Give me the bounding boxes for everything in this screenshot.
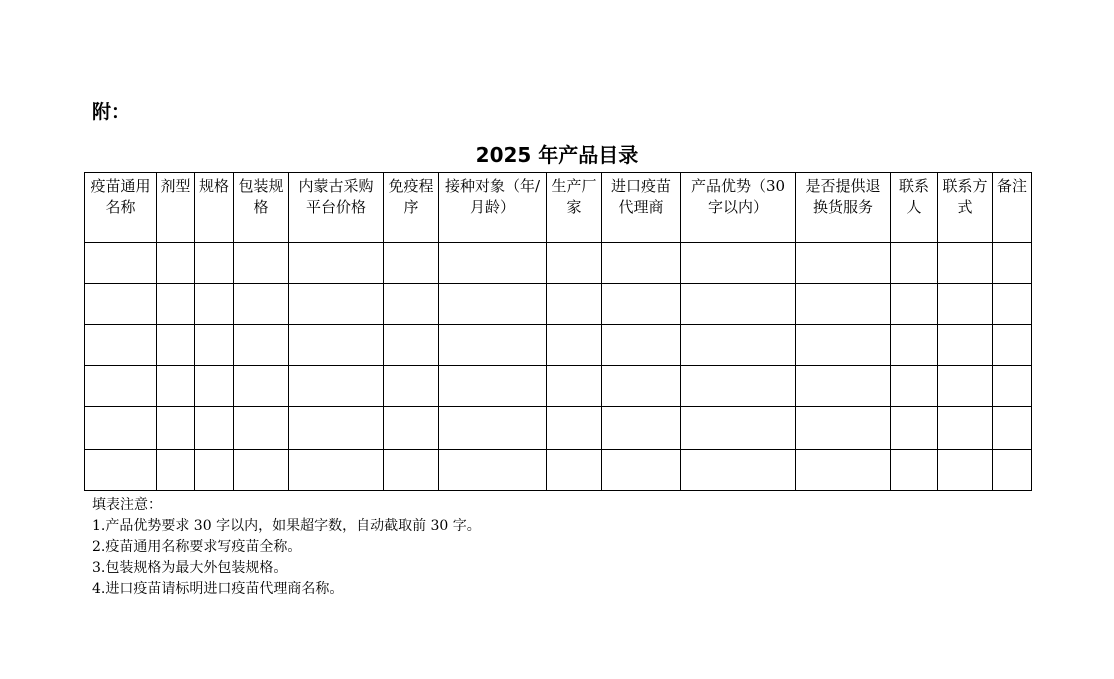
table-cell[interactable] bbox=[384, 407, 439, 450]
table-cell[interactable] bbox=[993, 325, 1032, 366]
table-cell[interactable] bbox=[547, 284, 602, 325]
table-cell[interactable] bbox=[195, 325, 234, 366]
table-cell[interactable] bbox=[938, 284, 993, 325]
table-cell[interactable] bbox=[602, 366, 681, 407]
table-body bbox=[85, 243, 1032, 491]
table-cell[interactable] bbox=[796, 450, 891, 491]
header-cell-import-agent bbox=[602, 173, 681, 243]
table-cell[interactable] bbox=[85, 243, 157, 284]
table-cell[interactable] bbox=[993, 450, 1032, 491]
header-label: 联系方式 bbox=[942, 177, 988, 216]
table-cell[interactable] bbox=[195, 407, 234, 450]
table-cell[interactable] bbox=[439, 325, 547, 366]
header-label: 剂型 bbox=[160, 177, 191, 195]
table-row bbox=[85, 450, 1032, 491]
header-cell-vaccine-name bbox=[85, 173, 157, 243]
header-label: 联系人 bbox=[898, 177, 929, 216]
table-cell[interactable] bbox=[796, 284, 891, 325]
table-cell[interactable] bbox=[547, 450, 602, 491]
table-cell[interactable] bbox=[289, 366, 384, 407]
table-cell[interactable] bbox=[796, 243, 891, 284]
table-cell[interactable] bbox=[85, 450, 157, 491]
table-cell[interactable] bbox=[602, 407, 681, 450]
note-item: 3.包装规格为最大外包装规格。 bbox=[92, 560, 288, 576]
table-cell[interactable] bbox=[681, 450, 796, 491]
table-cell[interactable] bbox=[796, 325, 891, 366]
table-cell[interactable] bbox=[289, 243, 384, 284]
table-cell[interactable] bbox=[289, 407, 384, 450]
table-cell[interactable] bbox=[681, 243, 796, 284]
header-label: 进口疫苗代理商 bbox=[610, 177, 671, 216]
table-cell[interactable] bbox=[384, 366, 439, 407]
header-label: 生产厂家 bbox=[551, 177, 597, 216]
table-cell[interactable] bbox=[602, 325, 681, 366]
table-cell[interactable] bbox=[796, 407, 891, 450]
table-cell[interactable] bbox=[85, 325, 157, 366]
table-cell[interactable] bbox=[157, 407, 195, 450]
table-cell[interactable] bbox=[289, 450, 384, 491]
table-cell[interactable] bbox=[157, 243, 195, 284]
table-cell[interactable] bbox=[384, 450, 439, 491]
table-cell[interactable] bbox=[234, 284, 289, 325]
table-cell[interactable] bbox=[891, 366, 938, 407]
note-item: 1.产品优势要求 30 字以内，如果超字数，自动截取前 30 字。 bbox=[92, 518, 481, 534]
table-cell[interactable] bbox=[289, 284, 384, 325]
table-cell[interactable] bbox=[938, 325, 993, 366]
header-label: 包装规格 bbox=[238, 177, 284, 216]
table-cell[interactable] bbox=[195, 366, 234, 407]
table-header-row bbox=[85, 173, 1032, 243]
table-cell[interactable] bbox=[547, 407, 602, 450]
note-item: 4.进口疫苗请标明进口疫苗代理商名称。 bbox=[92, 581, 344, 597]
table-cell[interactable] bbox=[681, 366, 796, 407]
header-cell-contact-person bbox=[891, 173, 938, 243]
table-cell[interactable] bbox=[602, 450, 681, 491]
table-cell[interactable] bbox=[157, 450, 195, 491]
header-cell-manufacturer bbox=[547, 173, 602, 243]
table-cell[interactable] bbox=[891, 325, 938, 366]
header-label: 规格 bbox=[198, 177, 229, 195]
table-cell[interactable] bbox=[602, 243, 681, 284]
header-cell-remarks bbox=[993, 173, 1032, 243]
table-cell[interactable] bbox=[85, 407, 157, 450]
table-cell[interactable] bbox=[993, 284, 1032, 325]
table-cell[interactable] bbox=[681, 284, 796, 325]
table-cell[interactable] bbox=[938, 243, 993, 284]
table-cell[interactable] bbox=[796, 366, 891, 407]
table-cell[interactable] bbox=[289, 325, 384, 366]
table-row bbox=[85, 366, 1032, 407]
table-cell[interactable] bbox=[439, 284, 547, 325]
header-cell-specification bbox=[195, 173, 234, 243]
header-label: 是否提供退换货服务 bbox=[805, 177, 881, 216]
table-cell[interactable] bbox=[681, 407, 796, 450]
table-cell[interactable] bbox=[439, 243, 547, 284]
table-cell[interactable] bbox=[993, 243, 1032, 284]
table-cell[interactable] bbox=[993, 407, 1032, 450]
header-label: 备注 bbox=[996, 177, 1027, 195]
header-cell-package-spec bbox=[234, 173, 289, 243]
table-cell[interactable] bbox=[195, 450, 234, 491]
header-cell-target-age bbox=[439, 173, 547, 243]
table-cell[interactable] bbox=[938, 407, 993, 450]
header-label: 产品优势（30字以内） bbox=[690, 177, 786, 216]
note-item: 2.疫苗通用名称要求写疫苗全称。 bbox=[92, 539, 302, 555]
header-cell-dosage-form bbox=[157, 173, 195, 243]
table-cell[interactable] bbox=[157, 325, 195, 366]
header-cell-platform-price bbox=[289, 173, 384, 243]
table-cell[interactable] bbox=[439, 407, 547, 450]
header-cell-product-advantage bbox=[681, 173, 796, 243]
header-label: 接种对象（年/月龄） bbox=[444, 177, 541, 216]
table-cell[interactable] bbox=[234, 450, 289, 491]
table-cell[interactable] bbox=[234, 407, 289, 450]
table-cell[interactable] bbox=[439, 450, 547, 491]
header-cell-return-service bbox=[796, 173, 891, 243]
table-cell[interactable] bbox=[547, 325, 602, 366]
table-cell[interactable] bbox=[993, 366, 1032, 407]
notes-heading: 填表注意： bbox=[92, 497, 162, 513]
table-cell[interactable] bbox=[384, 325, 439, 366]
table-cell[interactable] bbox=[234, 243, 289, 284]
table-cell[interactable] bbox=[602, 284, 681, 325]
table-cell[interactable] bbox=[891, 450, 938, 491]
product-catalog-table bbox=[84, 172, 1032, 491]
table-row bbox=[85, 325, 1032, 366]
table-row bbox=[85, 407, 1032, 450]
header-label: 内蒙古采购平台价格 bbox=[298, 177, 374, 216]
table-row bbox=[85, 284, 1032, 325]
table-cell[interactable] bbox=[938, 366, 993, 407]
table-cell[interactable] bbox=[157, 284, 195, 325]
table-cell[interactable] bbox=[547, 243, 602, 284]
header-cell-contact-method bbox=[938, 173, 993, 243]
table-cell[interactable] bbox=[547, 366, 602, 407]
table-cell[interactable] bbox=[195, 284, 234, 325]
table-cell[interactable] bbox=[234, 366, 289, 407]
table-cell[interactable] bbox=[157, 366, 195, 407]
header-cell-immunization-schedule bbox=[384, 173, 439, 243]
table-cell[interactable] bbox=[891, 284, 938, 325]
table-cell[interactable] bbox=[938, 450, 993, 491]
header-label: 免疫程序 bbox=[388, 177, 434, 216]
table-cell[interactable] bbox=[681, 325, 796, 366]
table-cell[interactable] bbox=[891, 243, 938, 284]
fill-instructions bbox=[92, 495, 481, 600]
attachment-label: 附： bbox=[92, 101, 131, 123]
table-cell[interactable] bbox=[439, 366, 547, 407]
table-cell[interactable] bbox=[85, 284, 157, 325]
table-row bbox=[85, 243, 1032, 284]
table-cell[interactable] bbox=[891, 407, 938, 450]
table-cell[interactable] bbox=[85, 366, 157, 407]
header-label: 疫苗通用名称 bbox=[90, 177, 151, 216]
table-cell[interactable] bbox=[384, 243, 439, 284]
table-cell[interactable] bbox=[234, 325, 289, 366]
table-cell[interactable] bbox=[195, 243, 234, 284]
page-title: 2025 年产品目录 bbox=[475, 143, 639, 167]
table-cell[interactable] bbox=[384, 284, 439, 325]
